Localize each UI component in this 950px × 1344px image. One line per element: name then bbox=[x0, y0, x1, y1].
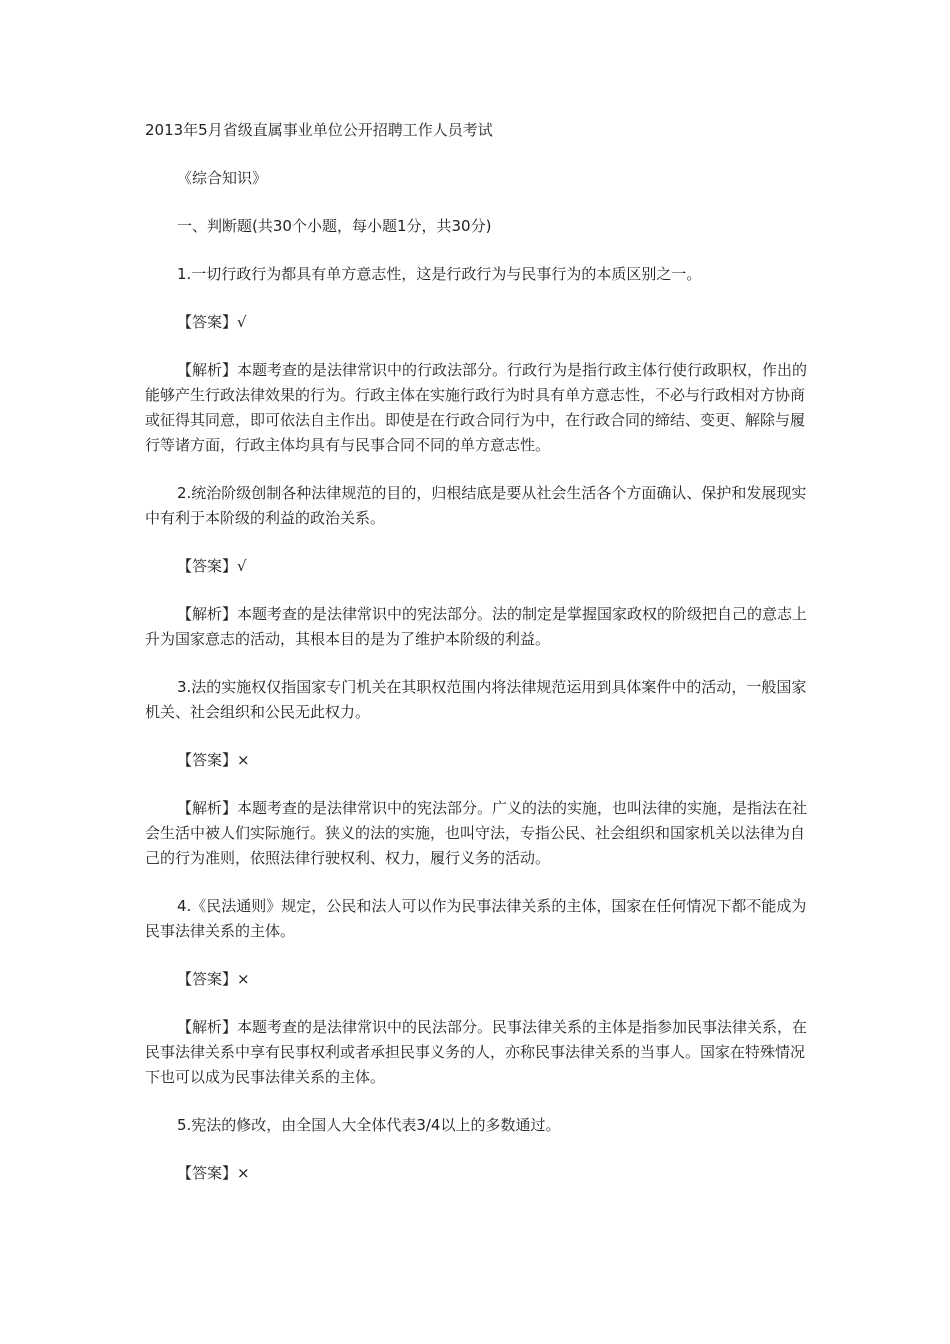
document-page bbox=[145, 118, 810, 1186]
document-subtitle: 《综合知识》 bbox=[177, 169, 268, 187]
answer-3: 【答案】× bbox=[177, 751, 250, 769]
analysis-2: 【解析】本题考查的是法律常识中的宪法部分。法的制定是掌握国家政权的阶级把自己的意志上升为国家意志的活动，其根本目的是为了维护本阶级的利益。 bbox=[145, 605, 808, 648]
question-1: 1.一切行政行为都具有单方意志性，这是行政行为与民事行为的本质区别之一。 bbox=[177, 265, 702, 283]
answer-4: 【答案】× bbox=[177, 970, 250, 988]
document-title: 2013年5月省级直属事业单位公开招聘工作人员考试 bbox=[145, 121, 493, 139]
question-3: 3.法的实施权仅指国家专门机关在其职权范围内将法律规范运用到具体案件中的活动，一般国家机关、社会组织和公民无此权力。 bbox=[145, 678, 807, 721]
section-heading: 一、判断题(共30个小题，每小题1分，共30分) bbox=[177, 217, 492, 235]
analysis-1: 【解析】本题考查的是法律常识中的行政法部分。行政行为是指行政主体行使行政职权，作出的能够产生行政法律效果的行为。行政主体在实施行政行为时具有单方意志性，不必与行政相对方协商或征得其同意，即可依法自主作出。即使是在行政合同行为中，在行政合同的缔结、变更、解除与履行等诸方面，行政主体均具有与民事合同不同的单方意志性。 bbox=[145, 361, 808, 454]
analysis-4: 【解析】本题考查的是法律常识中的民法部分。民事法律关系的主体是指参加民事法律关系，在民事法律关系中享有民事权利或者承担民事义务的人，亦称民事法律关系的当事人。国家在特殊情况下也可以成为民事法律关系的主体。 bbox=[145, 1018, 808, 1086]
question-5: 5.宪法的修改，由全国人大全体代表3/4以上的多数通过。 bbox=[177, 1116, 561, 1134]
question-4: 4.《民法通则》规定，公民和法人可以作为民事法律关系的主体，国家在任何情况下都不能成为民事法律关系的主体。 bbox=[145, 897, 807, 940]
analysis-3: 【解析】本题考查的是法律常识中的宪法部分。广义的法的实施，也叫法律的实施，是指法在社会生活中被人们实际施行。狭义的法的实施，也叫守法，专指公民、社会组织和国家机关以法律为自己的行为准则，依照法律行驶权利、权力，履行义务的活动。 bbox=[145, 799, 808, 867]
answer-1: 【答案】√ bbox=[177, 313, 247, 331]
answer-2: 【答案】√ bbox=[177, 557, 247, 575]
question-2: 2.统治阶级创制各种法律规范的目的，归根结底是要从社会生活各个方面确认、保护和发展现实中有利于本阶级的利益的政治关系。 bbox=[145, 484, 807, 527]
answer-5: 【答案】× bbox=[177, 1164, 250, 1182]
